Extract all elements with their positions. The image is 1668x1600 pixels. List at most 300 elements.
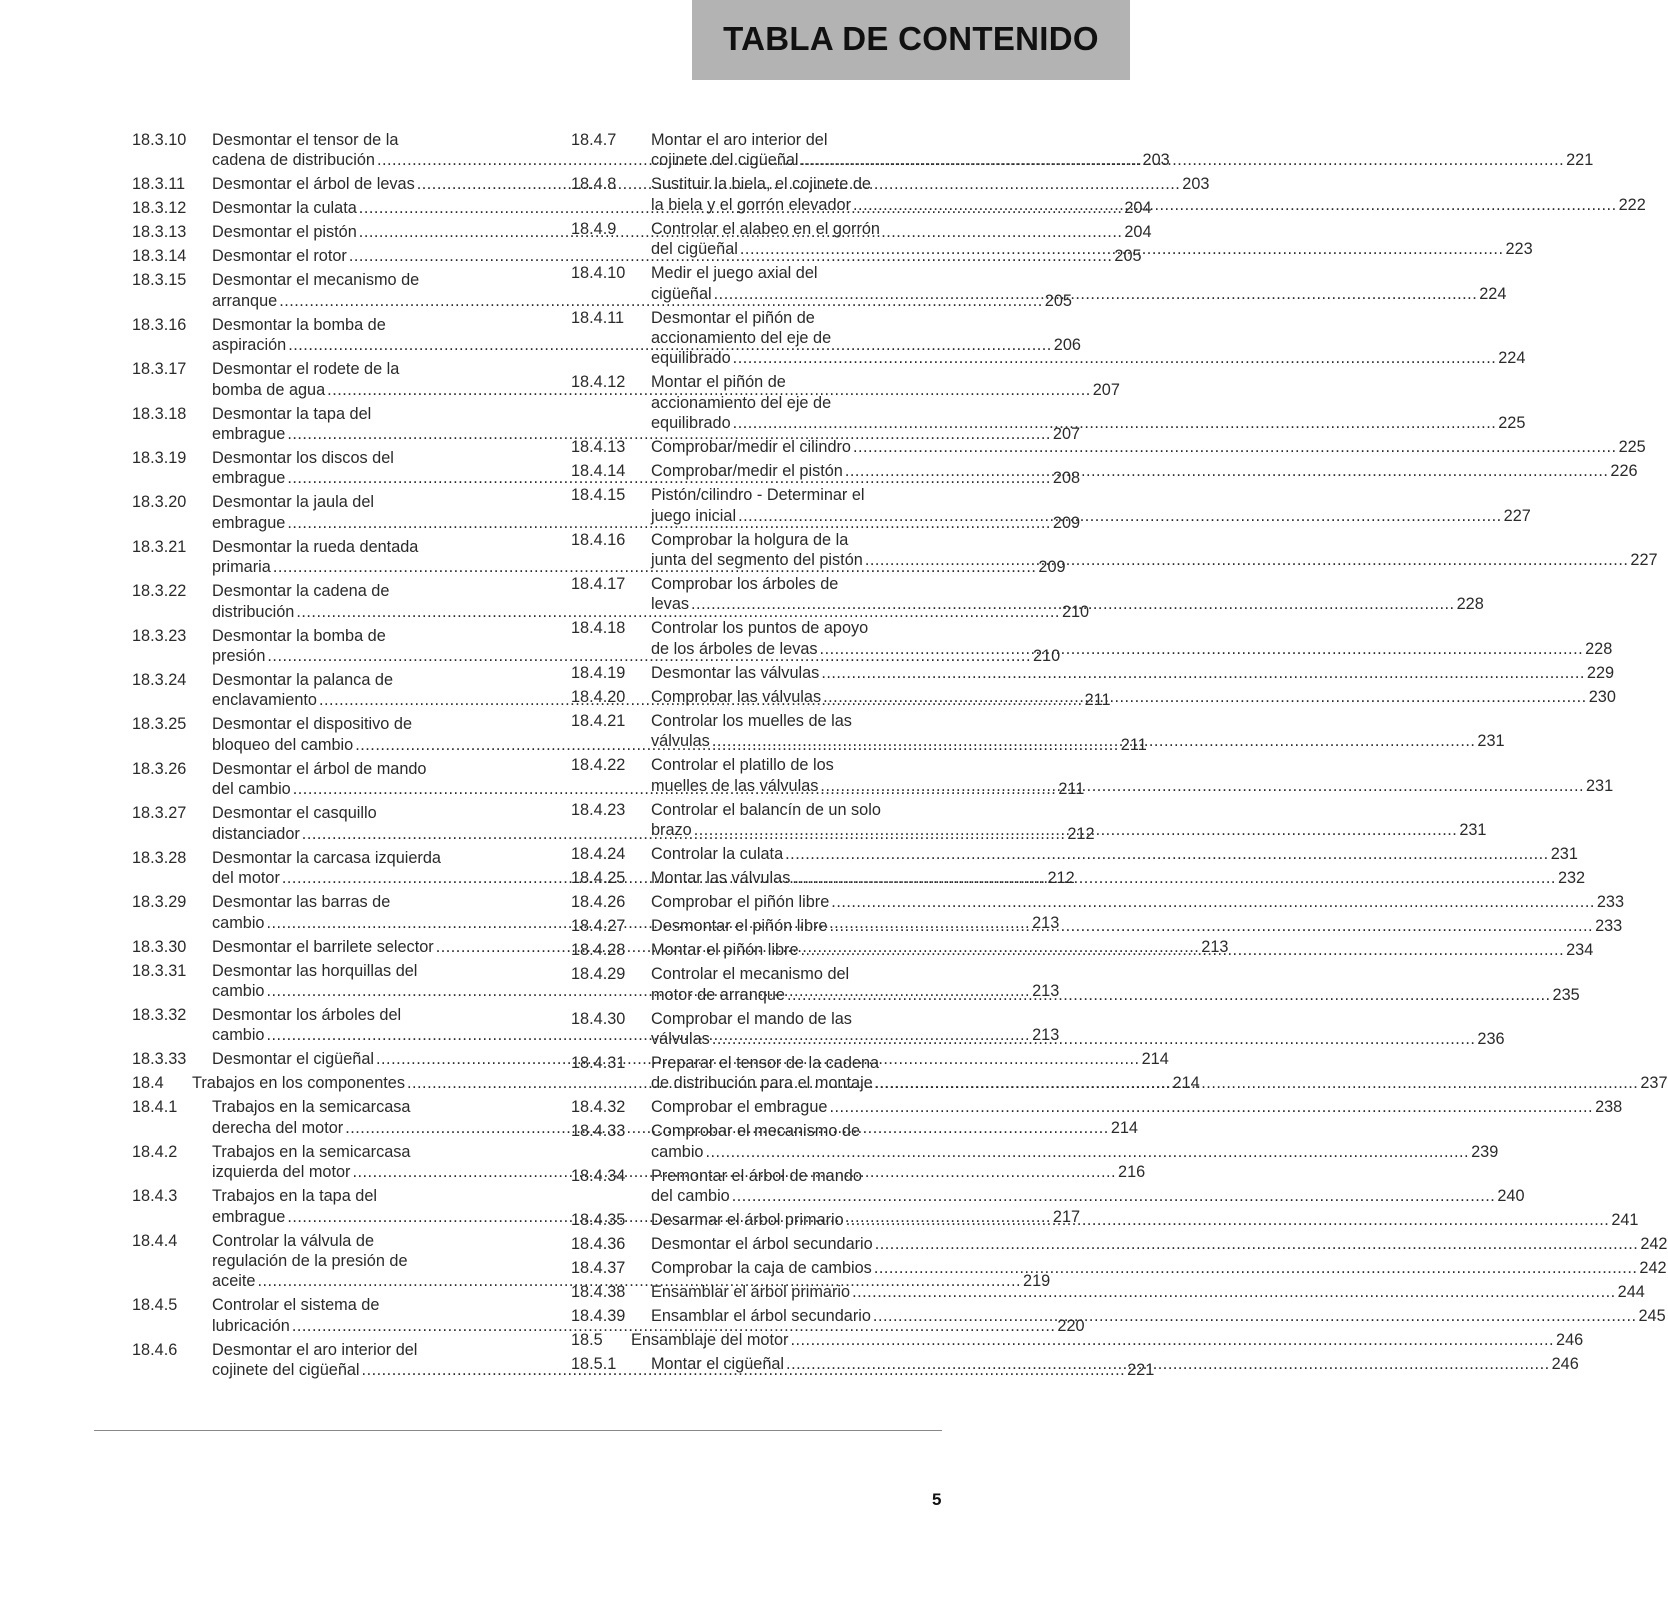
- toc-entry-number: 18.4.32: [571, 1098, 626, 1117]
- toc-entry-title: Desmontar el cigüeñal: [212, 1050, 374, 1069]
- toc-entry-body: [651, 530, 1658, 571]
- toc-entry-body: [651, 1166, 1525, 1207]
- toc-entry-title: Desmontar la culata: [212, 199, 357, 218]
- toc-entry-page: 231: [1550, 845, 1578, 864]
- toc-entry-title: Controlar los puntos de apoyo: [651, 619, 869, 638]
- toc-entry-title: embrague: [212, 469, 286, 488]
- toc-entry-page: 246: [1551, 1355, 1579, 1374]
- toc-entry-title: Comprobar las válvulas: [651, 687, 822, 706]
- toc-entry-number: 18.5.1: [571, 1355, 617, 1374]
- toc-entry-page: 220: [1057, 1316, 1085, 1335]
- toc-entry-title: Ensamblaje del motor: [631, 1331, 789, 1350]
- toc-entry[interactable]: [571, 1234, 1668, 1254]
- toc-entry-title: junta del segmento del pistón: [651, 551, 863, 570]
- toc-entry-page: 217: [1052, 1207, 1081, 1226]
- dot-leader: [706, 1142, 1470, 1162]
- toc-entry-title: distribución: [212, 602, 295, 621]
- toc-entry-number: 18.4.11: [571, 308, 625, 327]
- toc-entry-number: 18.4.12: [571, 373, 626, 392]
- toc-entry-page: 231: [1586, 776, 1614, 795]
- toc-entry-page: 232: [1557, 869, 1586, 888]
- toc-entry-page: 203: [1142, 151, 1170, 170]
- dot-leader: [733, 413, 1497, 433]
- dot-leader: [829, 1097, 1593, 1117]
- toc-entry-title: Comprobar la caja de cambios: [651, 1259, 872, 1278]
- toc-entry-body: [651, 711, 1505, 752]
- toc-entry-number: 18.3.24: [132, 671, 187, 690]
- toc-entry-body: [651, 755, 1613, 796]
- toc-entry-title: embrague: [212, 425, 286, 444]
- toc-entry-body: [651, 618, 1612, 659]
- toc-entry-number: 18.4.35: [571, 1211, 626, 1230]
- toc-entry-number: 18.4.16: [571, 530, 626, 549]
- toc-entry-title: Comprobar el piñón libre: [651, 893, 830, 912]
- toc-entry-page: 226: [1610, 462, 1638, 481]
- toc-entry-title: del motor: [212, 869, 280, 888]
- toc-entry-title: Montar el aro interior del: [651, 131, 828, 149]
- toc-entry-page: 210: [1032, 647, 1061, 666]
- toc-entry-page: 235: [1552, 985, 1580, 1004]
- toc-entry-body: [651, 916, 1622, 936]
- toc-entry-title: Desmontar las horquillas del: [212, 961, 418, 980]
- toc-entry-number: 18.3.19: [132, 449, 187, 468]
- toc-entry-title: Desmontar el piñón libre: [651, 917, 828, 936]
- dot-leader: [845, 461, 1609, 481]
- toc-entry-body: [651, 372, 1525, 433]
- toc-entry-title: aceite: [212, 1272, 256, 1291]
- toc-entry-title: Trabajos en la tapa del: [212, 1187, 378, 1206]
- toc-entry-page: 229: [1586, 663, 1615, 682]
- toc-entry-number: 18.3.21: [132, 537, 187, 556]
- toc-entry-body: [651, 800, 1486, 841]
- toc-entry-title: Desmontar la cadena de: [212, 582, 390, 601]
- toc-entry-page: 214: [1110, 1118, 1138, 1137]
- toc-entry-body: [651, 461, 1638, 481]
- toc-entry-title: Montar el cigüeñal: [651, 1355, 785, 1374]
- toc-entry-body: [651, 574, 1484, 615]
- toc-entry-page: 206: [1053, 336, 1081, 355]
- toc-entry-number: 18.4: [132, 1074, 164, 1093]
- toc-entry-number: 18.3.14: [132, 247, 187, 266]
- toc-entry-title: Desmontar el rodete de la: [212, 360, 400, 379]
- toc-entry-title: motor de arranque: [651, 985, 785, 1004]
- toc-entry-title: Trabajos en la semicarcasa: [212, 1098, 411, 1117]
- dot-leader: [738, 506, 1502, 526]
- toc-entry-number: 18.4.27: [571, 917, 626, 936]
- toc-entry-number: 18.4.23: [571, 800, 626, 819]
- toc-entry[interactable]: [571, 1330, 1584, 1350]
- dot-leader: [740, 239, 1504, 259]
- toc-entry-title: Desmontar la carcasa izquierda: [212, 848, 441, 867]
- dot-leader: [873, 1306, 1637, 1326]
- toc-entry-page: 225: [1498, 414, 1526, 433]
- toc-entry-title: levas: [651, 595, 690, 614]
- toc-entry-title: Desmontar el aro interior del: [212, 1340, 418, 1359]
- toc-entry-title: arranque: [212, 291, 278, 310]
- toc-entry-title: juego inicial: [651, 506, 737, 525]
- toc-entry-title: izquierda del motor: [212, 1163, 351, 1182]
- toc-entry-body: [651, 1306, 1666, 1326]
- dot-leader: [785, 844, 1549, 864]
- toc-entry-title: Premontar el árbol de mando: [651, 1166, 862, 1185]
- toc-entry-number: 18.4.22: [571, 756, 626, 775]
- toc-entry-number: 18.3.11: [132, 175, 186, 194]
- toc-entry-page: 230: [1588, 687, 1616, 706]
- toc-entry-page: 234: [1566, 941, 1594, 960]
- toc-entry-page: 211: [1058, 780, 1085, 799]
- toc-entry-number: 18.4.9: [571, 219, 617, 238]
- toc-entry-title: Comprobar el mando de las: [651, 1009, 852, 1028]
- dot-leader: [853, 437, 1617, 457]
- dot-leader: [801, 150, 1565, 170]
- toc-entry-title: Desmontar los discos del: [212, 449, 394, 468]
- toc-entry-title: Comprobar los árboles de: [651, 575, 839, 594]
- toc-entry-page: 228: [1456, 595, 1484, 614]
- toc-entry-number: 18.4.37: [571, 1259, 626, 1278]
- toc-entry-page: 213: [1032, 981, 1060, 1000]
- dot-leader: [823, 687, 1587, 707]
- toc-entry-title: primaria: [212, 558, 271, 577]
- toc-entry-title: de distribución para el montaje: [651, 1074, 873, 1093]
- toc-entry-title: Desmontar el pistón: [212, 223, 357, 242]
- toc-entry-number: 18.3.33: [132, 1050, 187, 1069]
- toc-entry-page: 233: [1595, 917, 1623, 936]
- toc-entry-page: 224: [1479, 284, 1507, 303]
- dot-leader: [732, 1186, 1496, 1206]
- toc-entry-number: 18.4.8: [571, 175, 617, 194]
- toc-entry-page: 213: [1032, 913, 1060, 932]
- toc-entry-title: cojinete del cigüeñal: [212, 1361, 360, 1380]
- page-number: 5: [932, 1490, 942, 1509]
- toc-entry-number: 18.4.30: [571, 1009, 626, 1028]
- toc-entry-page: 222: [1618, 195, 1646, 214]
- toc-entry-body: [651, 1053, 1668, 1094]
- toc-entry-page: 239: [1471, 1142, 1499, 1161]
- toc-entry-page: 219: [1023, 1272, 1051, 1291]
- toc-entry-number: 18.4.10: [571, 264, 626, 283]
- dot-leader: [714, 284, 1478, 304]
- dot-leader: [846, 1210, 1610, 1230]
- dot-leader: [829, 916, 1593, 936]
- toc-entry-body: [651, 1210, 1638, 1230]
- toc-entry-body: [651, 174, 1646, 215]
- toc-entry-title: Desmontar el árbol de mando: [212, 759, 427, 778]
- toc-entry-body: [651, 940, 1593, 960]
- toc-entry-title: Desmontar la palanca de: [212, 671, 394, 690]
- toc-entry-title: Desmontar la tapa del: [212, 404, 372, 423]
- toc-entry-page: 227: [1630, 551, 1658, 570]
- dot-leader: [790, 1330, 1554, 1350]
- toc-entry-title: Desmontar las válvulas: [651, 663, 820, 682]
- toc-entry-title: Desmontar la bomba de: [212, 315, 386, 334]
- dot-leader: [831, 892, 1595, 912]
- toc-entry-title: del cambio: [651, 1187, 730, 1206]
- toc-entry-title: muelles de las válvulas: [651, 776, 819, 795]
- dot-leader: [694, 820, 1458, 840]
- toc-entry-page: 240: [1497, 1187, 1525, 1206]
- toc-entry-title: Controlar el platillo de los: [651, 756, 834, 775]
- toc-entry-page: 212: [1067, 824, 1095, 843]
- toc-entry-body: [651, 130, 1593, 171]
- toc-entry-title: Trabajos en los componentes: [192, 1074, 405, 1093]
- toc-entry-title: lubricación: [212, 1316, 290, 1335]
- toc-entry-title: Ensamblar el árbol secundario: [651, 1307, 871, 1326]
- dot-leader: [820, 776, 1584, 796]
- toc-entry-number: 18.4.13: [571, 438, 626, 457]
- toc-entry-page: 211: [1120, 735, 1147, 754]
- toc-entry-title: Controlar los muelles de las: [651, 711, 852, 730]
- toc-entry-title: Desmontar el tensor de la: [212, 131, 399, 149]
- toc-entry-body: [651, 437, 1646, 457]
- dot-leader: [786, 1354, 1550, 1374]
- toc-entry-number: 18.4.2: [132, 1142, 178, 1161]
- dot-leader: [874, 1258, 1638, 1278]
- toc-entry-body: [651, 1121, 1498, 1162]
- toc-entry-number: 18.4.26: [571, 893, 626, 912]
- page-title: TABLA DE CONTENIDO: [723, 20, 1099, 57]
- toc-entry-body: [651, 219, 1533, 260]
- toc-entry-title: Controlar el sistema de: [212, 1296, 380, 1315]
- toc-entry-page: 238: [1595, 1098, 1623, 1117]
- toc-entry-page: 246: [1556, 1331, 1584, 1350]
- toc-entry[interactable]: [571, 1282, 1645, 1302]
- toc-entry-page: 208: [1052, 469, 1081, 488]
- toc-entry-number: 18.3.23: [132, 626, 187, 645]
- toc-entry-body: [651, 1234, 1667, 1254]
- toc-entry-body: [651, 308, 1525, 369]
- toc-entry-title: del cambio: [212, 780, 291, 799]
- toc-entry-number: 18.4.18: [571, 619, 626, 638]
- toc-entry-title: Pistón/cilindro - Determinar el: [651, 486, 865, 505]
- toc-entry[interactable]: [571, 1258, 1667, 1278]
- toc-entry-page: 242: [1639, 1259, 1667, 1278]
- toc-entry-page: 231: [1459, 821, 1487, 840]
- toc-entry-title: Montar el piñón de: [651, 373, 786, 392]
- toc-entry-body: [651, 1354, 1579, 1374]
- toc-entry-number: 18.4.34: [571, 1166, 626, 1185]
- dot-leader: [733, 348, 1497, 368]
- toc-entry[interactable]: [571, 437, 1646, 457]
- toc-entry-title: Controlar la culata: [651, 845, 784, 864]
- toc-entry-title: del cigüeñal: [651, 240, 738, 259]
- toc-entry-body: [651, 1258, 1667, 1278]
- toc-entry-title: distanciador: [212, 824, 300, 843]
- dot-leader: [875, 1234, 1639, 1254]
- toc-entry-number: 18.4.14: [571, 462, 626, 481]
- toc-entry-body: [651, 263, 1506, 304]
- dot-leader: [787, 985, 1551, 1005]
- toc-entry-title: de los árboles de levas: [651, 639, 818, 658]
- toc-entry-page: 221: [1566, 151, 1594, 170]
- toc-entry-number: 18.3.29: [132, 893, 187, 912]
- toc-entry-title: cambio: [212, 981, 265, 1000]
- toc-entry-number: 18.3.13: [132, 223, 187, 242]
- toc-entry-number: 18.3.25: [132, 715, 187, 734]
- toc-entry-number: 18.3.30: [132, 937, 187, 956]
- toc-entry-title: cambio: [212, 1026, 265, 1045]
- toc-entry-title: embrague: [212, 513, 286, 532]
- toc-entry-title: Desmontar el árbol secundario: [651, 1235, 873, 1254]
- toc-entry-number: 18.4.38: [571, 1283, 626, 1302]
- toc-entry-number: 18.3.12: [132, 199, 187, 218]
- toc-entry[interactable]: [571, 663, 1615, 683]
- toc-entry-title: Montar el piñón libre: [651, 941, 799, 960]
- toc-entry-body: [651, 1282, 1645, 1302]
- footer-divider: [94, 1430, 942, 1431]
- toc-entry-title: embrague: [212, 1207, 286, 1226]
- toc-entry-number: 18.5: [571, 1331, 603, 1350]
- toc-entry-body: [651, 687, 1616, 707]
- toc-entry-title: derecha del motor: [212, 1118, 344, 1137]
- dot-leader: [875, 1073, 1639, 1093]
- toc-entry-title: Preparar el tensor de la cadena: [651, 1053, 880, 1072]
- toc-entry-page: 227: [1503, 506, 1531, 525]
- toc-entry-title: accionamiento del eje de: [651, 393, 832, 412]
- toc-entry-title: válvulas: [651, 1029, 710, 1048]
- toc-entry-page: 212: [1047, 869, 1075, 888]
- toc-entry-number: 18.3.26: [132, 759, 187, 778]
- toc-entry-title: Comprobar el embrague: [651, 1098, 828, 1117]
- dot-leader: [691, 594, 1455, 614]
- toc-entry-page: 209: [1038, 558, 1066, 577]
- toc-entry-body: [651, 1097, 1622, 1117]
- toc-entry-page: 245: [1638, 1307, 1666, 1326]
- toc-entry-body: [651, 485, 1531, 526]
- toc-entry-number: 18.4.17: [571, 575, 626, 594]
- toc-entry-body: [651, 868, 1585, 888]
- toc-entry-number: 18.4.5: [132, 1296, 178, 1315]
- toc-entry-number: 18.4.19: [571, 663, 626, 682]
- toc-entry-title: Ensamblar el árbol primario: [651, 1283, 851, 1302]
- toc-entry-title: aspiración: [212, 336, 287, 355]
- dot-leader: [865, 550, 1629, 570]
- toc-entry-title: Comprobar/medir el cilindro: [651, 438, 851, 457]
- toc-entry-title: Comprobar el mecanismo de: [651, 1122, 861, 1141]
- toc-entry-title: cigüeñal: [651, 284, 712, 303]
- toc-entry-number: 18.4.25: [571, 869, 626, 888]
- toc-entry-number: 18.4.4: [132, 1231, 178, 1250]
- toc-entry-page: 237: [1640, 1074, 1668, 1093]
- toc-entry-number: 18.3.22: [132, 582, 187, 601]
- toc-entry-number: 18.4.29: [571, 965, 626, 984]
- toc-entry-number: 18.3.28: [132, 848, 187, 867]
- toc-entry-title: bloqueo del cambio: [212, 735, 354, 754]
- dot-leader: [712, 1029, 1476, 1049]
- toc-entry-title: equilibrado: [651, 414, 731, 433]
- toc-entry-title: Desarmar el árbol primario: [651, 1211, 844, 1230]
- dot-leader: [801, 940, 1565, 960]
- toc-entry-number: 18.4.36: [571, 1235, 626, 1254]
- toc-entry-title: Desmontar el barrilete selector: [212, 937, 434, 956]
- toc-entry-number: 18.3.20: [132, 493, 187, 512]
- dot-leader: [852, 1282, 1616, 1302]
- toc-entry-title: la biela y el gorrón elevador: [651, 195, 852, 214]
- toc-entry-title: Trabajos en la semicarcasa: [212, 1142, 411, 1161]
- toc-entry-number: 18.4.33: [571, 1122, 626, 1141]
- toc-entry-page: 242: [1640, 1235, 1668, 1254]
- toc-entry-body: [651, 844, 1578, 864]
- toc-entry-number: 18.4.7: [571, 131, 617, 149]
- toc-entry-body: [651, 964, 1580, 1005]
- toc-entry-page: 241: [1611, 1211, 1639, 1230]
- toc-entry[interactable]: [571, 892, 1625, 912]
- toc-entry-page: 209: [1052, 513, 1081, 532]
- toc-entry-number: 18.4.6: [132, 1340, 178, 1359]
- toc-entry-title: Controlar la válvula de: [212, 1231, 374, 1250]
- toc-entry-title: Medir el juego axial del: [651, 264, 818, 283]
- toc-entry-title: equilibrado: [651, 349, 731, 368]
- toc-entry-page: 225: [1618, 438, 1646, 457]
- toc-entry-number: 18.4.28: [571, 941, 626, 960]
- toc-entry-page: 228: [1585, 639, 1613, 658]
- toc-entry-number: 18.4.20: [571, 687, 626, 706]
- toc-entry-title: enclavamiento: [212, 691, 317, 710]
- toc-entry-title: Desmontar el rotor: [212, 247, 347, 266]
- toc-entry-title: cambio: [212, 913, 265, 932]
- dot-leader: [821, 663, 1585, 683]
- toc-entry[interactable]: [571, 1097, 1623, 1117]
- toc-entry-title: cambio: [651, 1142, 704, 1161]
- toc-entry-number: 18.4.39: [571, 1307, 626, 1326]
- toc-entry-page: 203: [1182, 175, 1210, 194]
- toc-entry-page: 213: [1201, 937, 1229, 956]
- toc-entry-number: 18.3.10: [132, 131, 187, 149]
- toc-entry-page: 231: [1477, 732, 1505, 751]
- toc-entry-body: [651, 1009, 1505, 1050]
- toc-entry-title: cojinete del cigüeñal: [651, 151, 799, 170]
- toc-entry-page: 205: [1114, 247, 1142, 266]
- dot-leader: [792, 868, 1556, 888]
- toc-entry-number: 18.3.15: [132, 271, 187, 290]
- toc-entry-number: 18.3.31: [132, 961, 187, 980]
- toc-entry-number: 18.3.17: [132, 360, 187, 379]
- toc-entry-title: Desmontar el piñón de: [651, 308, 815, 327]
- toc-entry-number: 18.4.3: [132, 1187, 178, 1206]
- toc-entry-title: Desmontar la jaula del: [212, 493, 374, 512]
- toc-entry-page: 204: [1124, 223, 1152, 242]
- toc-entry-number: 18.3.16: [132, 315, 187, 334]
- toc-entry-number: 18.4.24: [571, 845, 626, 864]
- toc-entry-page: 211: [1084, 691, 1111, 710]
- toc-entry-body: [631, 1330, 1583, 1350]
- header-banner: [692, 0, 1130, 80]
- toc-entry-title: bomba de agua: [212, 380, 326, 399]
- toc-entry-page: 233: [1596, 893, 1625, 912]
- toc-entry-page: 223: [1505, 240, 1533, 259]
- toc-entry-number: 18.4.31: [571, 1053, 626, 1072]
- toc-entry-title: Sustituir la biela, el cojinete de: [651, 175, 871, 194]
- toc-entry-page: 224: [1498, 349, 1526, 368]
- toc-entry-title: Controlar el balancín de un solo: [651, 800, 881, 819]
- toc-entry-page: 207: [1092, 380, 1120, 399]
- toc-entry-page: 236: [1477, 1029, 1505, 1048]
- toc-entry-title: Desmontar el mecanismo de: [212, 271, 420, 290]
- toc-entry-title: Comprobar/medir el pistón: [651, 462, 843, 481]
- toc-entry-body: [651, 663, 1614, 683]
- toc-entry-body: [651, 892, 1624, 912]
- toc-entry[interactable]: [571, 844, 1578, 864]
- toc-entry-number: 18.4.15: [571, 486, 626, 505]
- toc-entry-number: 18.3.18: [132, 404, 187, 423]
- toc-entry-title: válvulas: [651, 732, 710, 751]
- dot-leader: [712, 731, 1476, 751]
- toc-entry-title: Montar las válvulas: [651, 869, 791, 888]
- toc-entry-page: 207: [1052, 425, 1081, 444]
- toc-entry-title: regulación de la presión de: [212, 1251, 408, 1270]
- toc-entry-page: 204: [1124, 199, 1152, 218]
- toc-entry-title: Controlar el alabeo en el gorrón: [651, 219, 880, 238]
- toc-entry-page: 244: [1617, 1283, 1645, 1302]
